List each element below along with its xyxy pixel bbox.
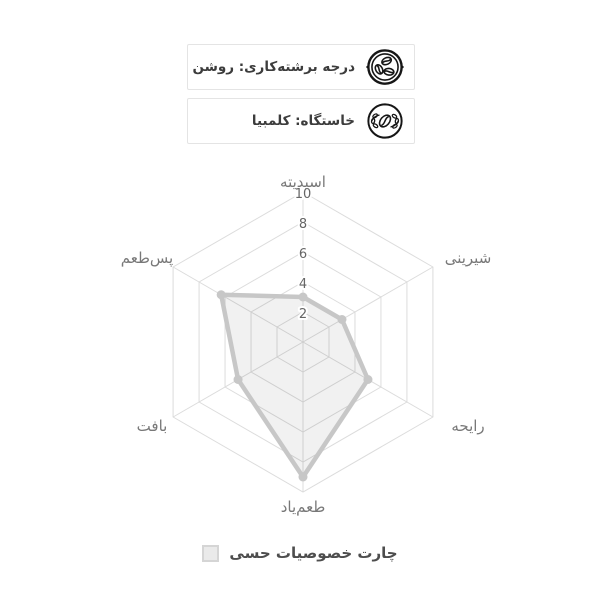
axis-label-2: رایحه [451, 417, 485, 435]
axis-label-0: اسیدیته [280, 173, 326, 191]
legend-label: چارت خصوصیات حسی [229, 544, 398, 562]
axis-label-1: شیرینی [444, 249, 492, 267]
axis-label-3: طعم‌یاد [280, 498, 326, 516]
tick-label-2: 2 [298, 307, 308, 322]
data-point-2 [363, 375, 372, 384]
data-point-0 [299, 293, 308, 302]
axis-label-4: بافت [136, 417, 168, 435]
roast-level-label: درجه برشته‌کاری: روشن [192, 59, 355, 75]
data-point-3 [299, 473, 308, 482]
chart-legend-item[interactable] [0, 540, 600, 566]
origin-label: خاستگاه: کلمبیا [251, 113, 355, 129]
data-point-1 [337, 315, 346, 324]
legend-swatch [202, 545, 219, 562]
tick-label-6: 6 [298, 247, 308, 262]
data-point-5 [217, 290, 226, 299]
data-polygon [221, 295, 368, 477]
data-point-4 [234, 375, 243, 384]
tick-label-4: 4 [298, 277, 308, 292]
tick-label-8: 8 [298, 217, 308, 232]
tick-label-10: 10 [294, 187, 312, 202]
axis-label-5: پس‌طعم [120, 249, 174, 267]
